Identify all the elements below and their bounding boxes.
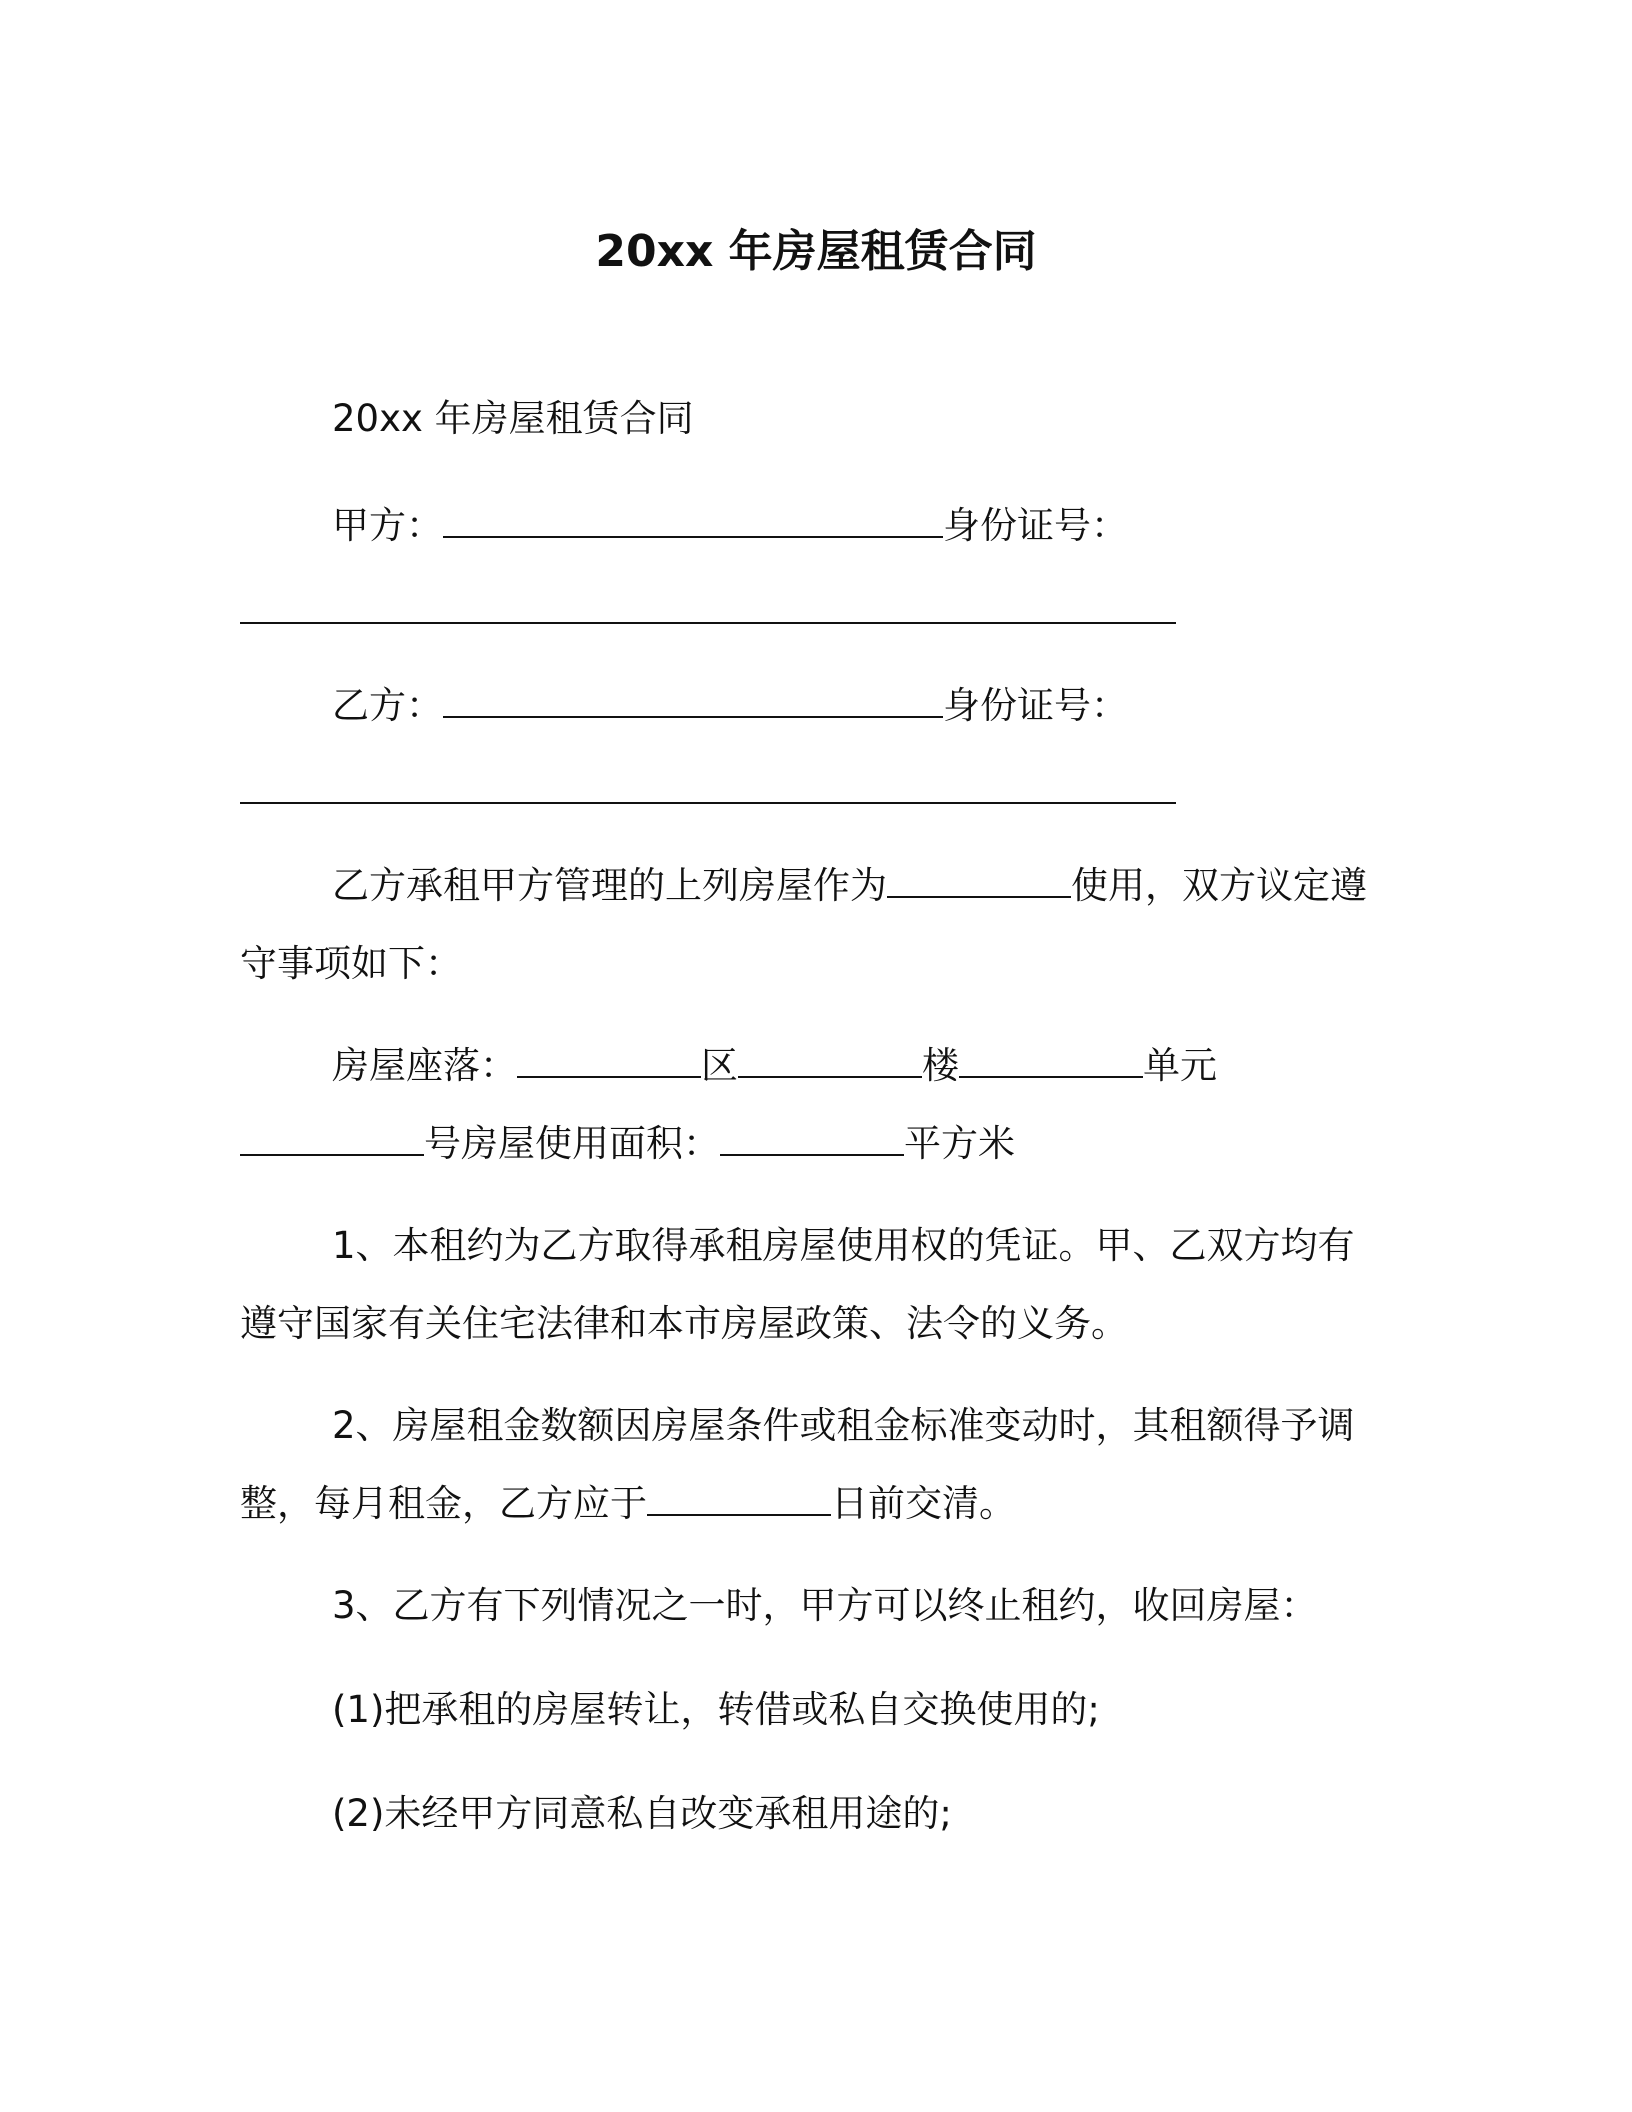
- area-label: 号房屋使用面积：: [424, 1122, 720, 1165]
- clause-1-line-2: 遵守国家有关住宅法律和本市房屋政策、法令的义务。: [240, 1302, 1128, 1345]
- intro-line-2: 守事项如下：: [240, 942, 462, 985]
- building-label: 楼: [922, 1044, 959, 1087]
- clause-2-text-a: 整，每月租金，乙方应于: [240, 1482, 647, 1525]
- unit-blank: [959, 1042, 1143, 1078]
- document-subtitle: 20xx 年房屋租赁合同: [332, 397, 694, 440]
- party-a-id-blank: [240, 622, 1176, 624]
- party-b-line: [332, 682, 1128, 730]
- intro-text-2: 使用，双方议定遵: [1071, 864, 1367, 907]
- document-title: 20xx 年房屋租赁合同: [595, 226, 1037, 277]
- clause-2-line-1: 2、房屋租金数额因房屋条件或租金标准变动时，其租额得予调: [332, 1404, 1355, 1447]
- party-b-id-label: 身份证号：: [943, 684, 1128, 727]
- party-a-name-blank: [443, 502, 943, 538]
- clause-1-line-1: 1、本租约为乙方取得承租房屋使用权的凭证。甲、乙双方均有: [332, 1224, 1355, 1267]
- clause-2-text-b: 日前交清。: [831, 1482, 1016, 1525]
- party-b-label: 乙方：: [332, 684, 443, 727]
- district-blank: [517, 1042, 701, 1078]
- location-line-1: [332, 1042, 1217, 1090]
- party-b-name-blank: [443, 682, 943, 718]
- clause-3-item-1: (1)把承租的房屋转让，转借或私自交换使用的;: [332, 1688, 1100, 1731]
- party-a-id-label: 身份证号：: [943, 504, 1128, 547]
- building-blank: [738, 1042, 922, 1078]
- intro-line-1: [332, 862, 1367, 910]
- intro-text-1: 乙方承租甲方管理的上列房屋作为: [332, 864, 887, 907]
- number-blank: [240, 1120, 424, 1156]
- sqm-label: 平方米: [904, 1122, 1015, 1165]
- district-label: 区: [701, 1044, 738, 1087]
- area-blank: [720, 1120, 904, 1156]
- clause-3-item-2: (2)未经甲方同意私自改变承租用途的;: [332, 1792, 952, 1835]
- location-label: 房屋座落：: [332, 1044, 517, 1087]
- payment-day-blank: [647, 1480, 831, 1516]
- unit-label: 单元: [1143, 1044, 1217, 1087]
- clause-3-line-1: 3、乙方有下列情况之一时，甲方可以终止租约，收回房屋：: [332, 1584, 1318, 1627]
- party-b-id-blank: [240, 802, 1176, 804]
- usage-blank: [887, 862, 1071, 898]
- clause-2-line-2: [240, 1480, 1016, 1528]
- location-line-2: [240, 1120, 1015, 1168]
- party-a-line: [332, 502, 1128, 550]
- party-a-label: 甲方：: [332, 504, 443, 547]
